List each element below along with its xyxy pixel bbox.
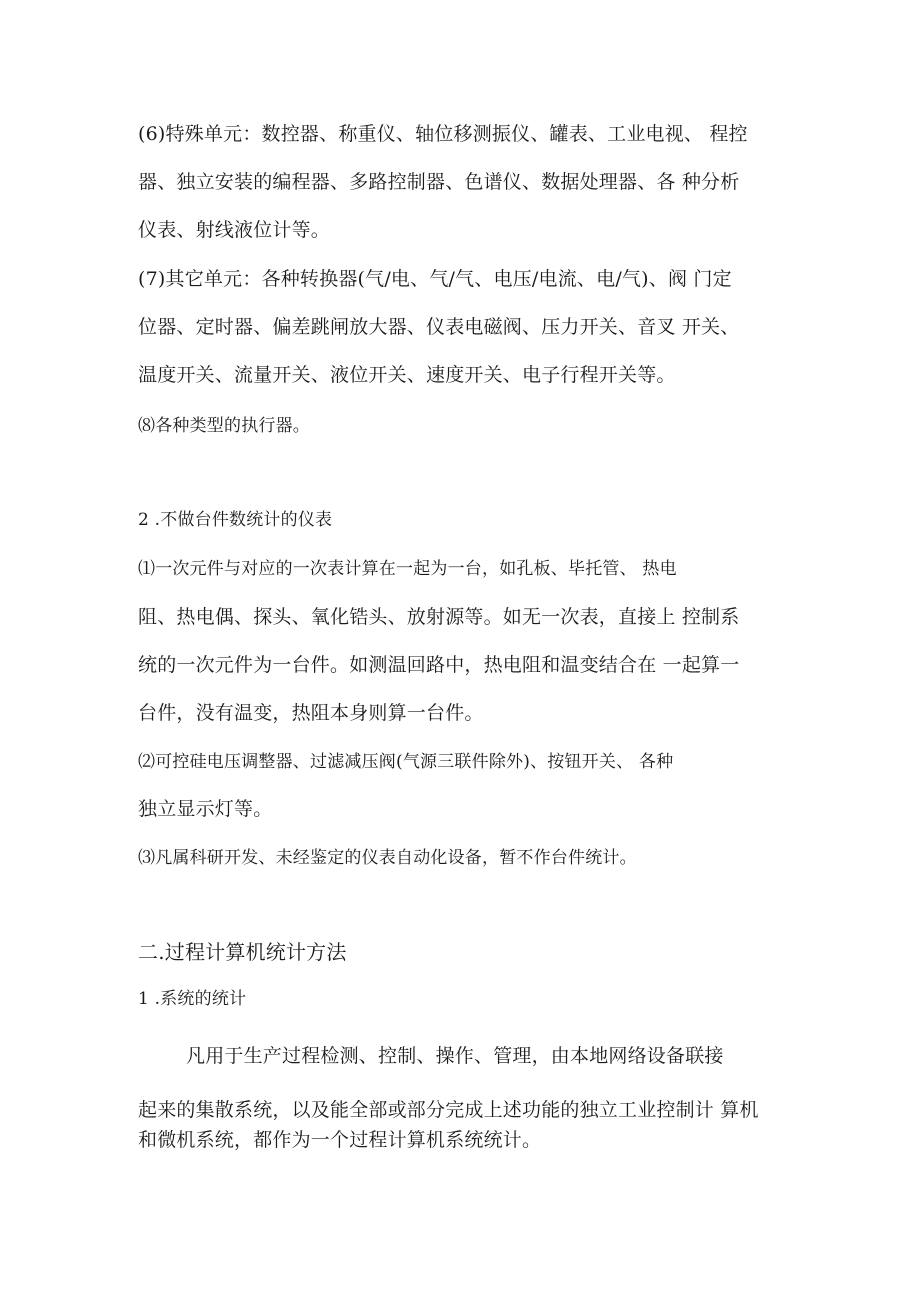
item-3-line: ⑶凡属科研开发、未经鉴定的仪表自动化设备，暂不作台件统计。 [138, 848, 637, 868]
section-6-line-2: 器、独立安装的编程器、多路控制器、色谱仪、数据处理器、各 种分析 [138, 171, 740, 193]
section-6-line-1: (6)特殊单元：数控器、称重仪、轴位移测振仪、罐表、工业电视、 程控 [138, 123, 748, 145]
section-7-line-2: 位器、定时器、偏差跳闸放大器、仪表电磁阀、压力开关、音叉 开关、 [138, 316, 740, 338]
item-1-line-3: 统的一次元件为一台件。如测温回路中，热电阻和温变结合在 一起算一 [138, 654, 740, 676]
item-2-line-2: 独立显示灯等。 [138, 798, 273, 820]
paragraph-line-1: 凡用于生产过程检测、控制、操作、管理，由本地网络设备联接 [186, 1045, 724, 1067]
paragraph-line-3: 和微机系统，都作为一个过程计算机系统统计。 [138, 1129, 542, 1151]
item-1-line-1: ⑴一次元件与对应的一次表计算在一起为一台，如孔板、毕托管、 热电 [138, 559, 677, 579]
sub-1-heading: 1 .系统的统计 [138, 989, 247, 1009]
paragraph-line-2: 起来的集散系统，以及能全部或部分完成上述功能的独立工业控制计 算机 [138, 1099, 759, 1121]
item-2-line-1: ⑵可控硅电压调整器、过滤减压阀(气源三联件除外)、按钮开关、 各种 [138, 752, 674, 772]
item-1-line-2: 阻、热电偶、探头、氧化锆头、放射源等。如无一次表，直接上 控制系 [138, 606, 740, 628]
section-8-line: ⑻各种类型的执行器。 [138, 416, 310, 436]
section-6-line-3: 仪表、射线液位计等。 [138, 219, 331, 241]
section-7-line-3: 温度开关、流量开关、液位开关、速度开关、电子行程开关等。 [138, 364, 676, 386]
section-7-line-1: (7)其它单元：各种转换器(气/电、气/气、电压/电流、电/气)、阀 门定 [138, 268, 732, 290]
heading-2: 2 .不做台件数统计的仪表 [138, 510, 333, 530]
item-1-line-4: 台件，没有温变，热阻本身则算一台件。 [138, 702, 484, 724]
chapter-2-heading: 二.过程计算机统计方法 [138, 940, 347, 964]
